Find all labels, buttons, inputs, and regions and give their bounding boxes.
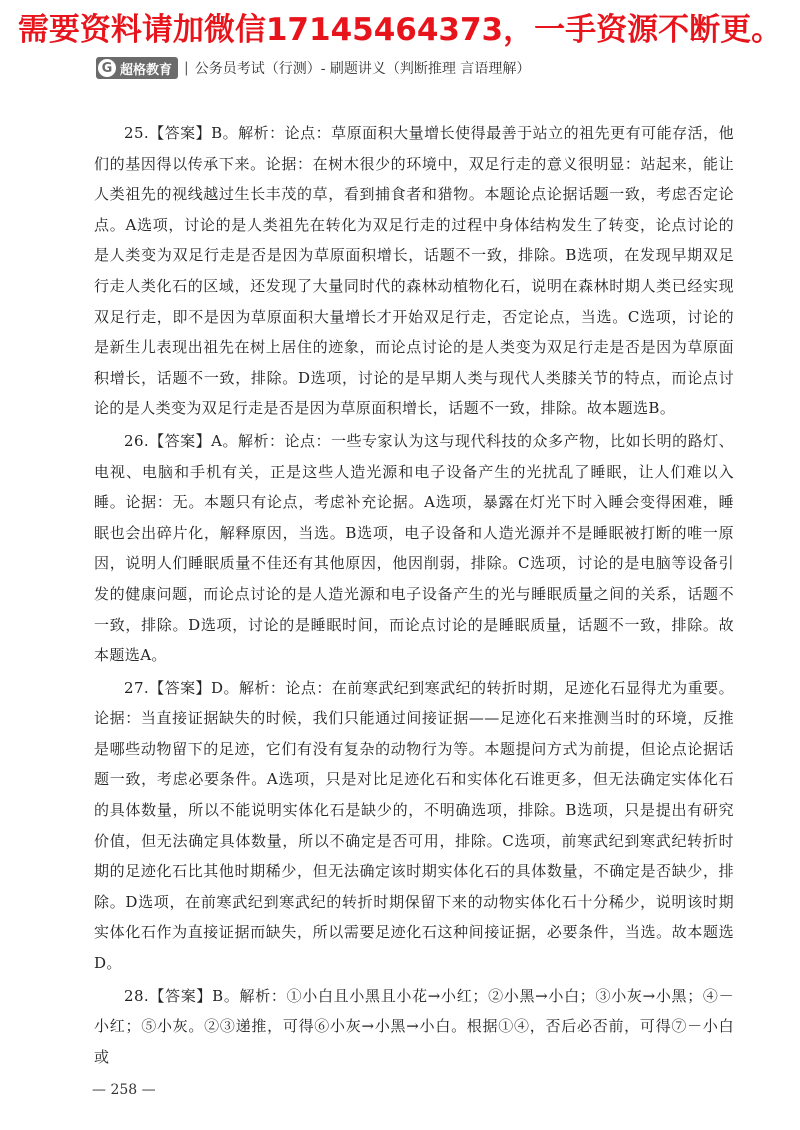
book-title: 公务员考试（行测）- 刷题讲义（判断推理 言语理解） (194, 61, 531, 77)
header-separator: | (184, 60, 189, 76)
publisher-logo (96, 57, 178, 79)
watermark-banner: 需要资料请加微信17145464373，一手资源不断更。 (17, 12, 783, 48)
page-number: — 258 — (92, 1082, 156, 1098)
logo-text: 超格教育 (120, 62, 173, 78)
answer-26: 26.【答案】A。解析：论点：一些专家认为这与现代科技的众多产物，比如长明的路灯、电视、电脑和手机有关，正是这些人造光源和电子设备产生的光扰乱了睡眠，让人们难以入睡。论据：无。本题只有论点，考虑补充论据。A选项，暴露在灯光下时入睡会变得困难，睡眠也会出碎片化，解释原因，当选。B选项，电子设备和人造光源并不是睡眠被打断的唯一原因，说明人们睡眠质量不佳还有其他原因，他因削弱，排除。C选项，讨论的是电脑等设备引发的健康问题，而论点讨论的是人造光源和电子设备产生的光与睡眠质量之间的关系，话题不一致，排除。D选项，讨论的是睡眠时间，而论点讨论的是睡眠质量，话题不一致，排除。故本题选A。 (94, 431, 734, 665)
page-header (96, 55, 530, 81)
answer-explanations (94, 118, 734, 1072)
answer-28: 28.【答案】B。解析：①小白且小黑且小花→小红；②小黑→小白；③小灰→小黑；④－小红；⑤小灰。②③递推，可得⑥小灰→小黑→小白。根据①④，否后必否前，可得⑦－小白或 (94, 986, 734, 1066)
answer-25: 25.【答案】B。解析：论点：草原面积大量增长使得最善于站立的祖先更有可能存活，他们的基因得以传承下来。论据：在树木很少的环境中，双足行走的意义很明显：站起来，能让人类祖先的视线越过生长丰茂的草，看到捕食者和猎物。本题论点论据话题一致，考虑否定论点。A选项，讨论的是人类祖先在转化为双足行走的过程中身体结构发生了转变，论点讨论的是人类变为双足行走是否是因为草原面积增长，话题不一致，排除。B选项，在发现早期双足行走人类化石的区域，还发现了大量同时代的森林动植物化石，说明在森林时期人类已经实现双足行走，即不是因为草原面积大量增长才开始双足行走，否定论点，当选。C选项，讨论的是新生儿表现出祖先在树上居住的迹象，而论点讨论的是人类变为双足行走是否是因为草原面积增长，话题不一致，排除。D选项，讨论的是早期人类与现代人类膝关节的特点，而论点讨论的是人类变为双足行走是否是因为草原面积增长，话题不一致，排除。故本题选B。 (94, 124, 734, 418)
answer-27: 27.【答案】D。解析：论点：在前寒武纪到寒武纪的转折时期，足迹化石显得尤为重要。论据：当直接证据缺失的时候，我们只能通过间接证据——足迹化石来推测当时的环境，反推是哪些动物留下的足迹，它们有没有复杂的动物行为等。本题提问方式为前提，但论点论据话题一致，考虑必要条件。A选项，只是对比足迹化石和实体化石谁更多，但无法确定实体化石的具体数量，所以不能说明实体化石是缺少的，不明确选项，排除。B选项，只是提出有研究价值，但无法确定具体数量，所以不确定是否可用，排除。C选项，前寒武纪到寒武纪转折时期的足迹化石比其他时期稀少，但无法确定该时期实体化石的具体数量，不确定是否缺少，排除。D选项，在前寒武纪到寒武纪的转折时期保留下来的动物实体化石十分稀少，说明该时期实体化石作为直接证据而缺失，所以需要足迹化石这种间接证据，必要条件，当选。故本题选D。 (94, 678, 734, 973)
logo-icon: G (98, 59, 116, 77)
